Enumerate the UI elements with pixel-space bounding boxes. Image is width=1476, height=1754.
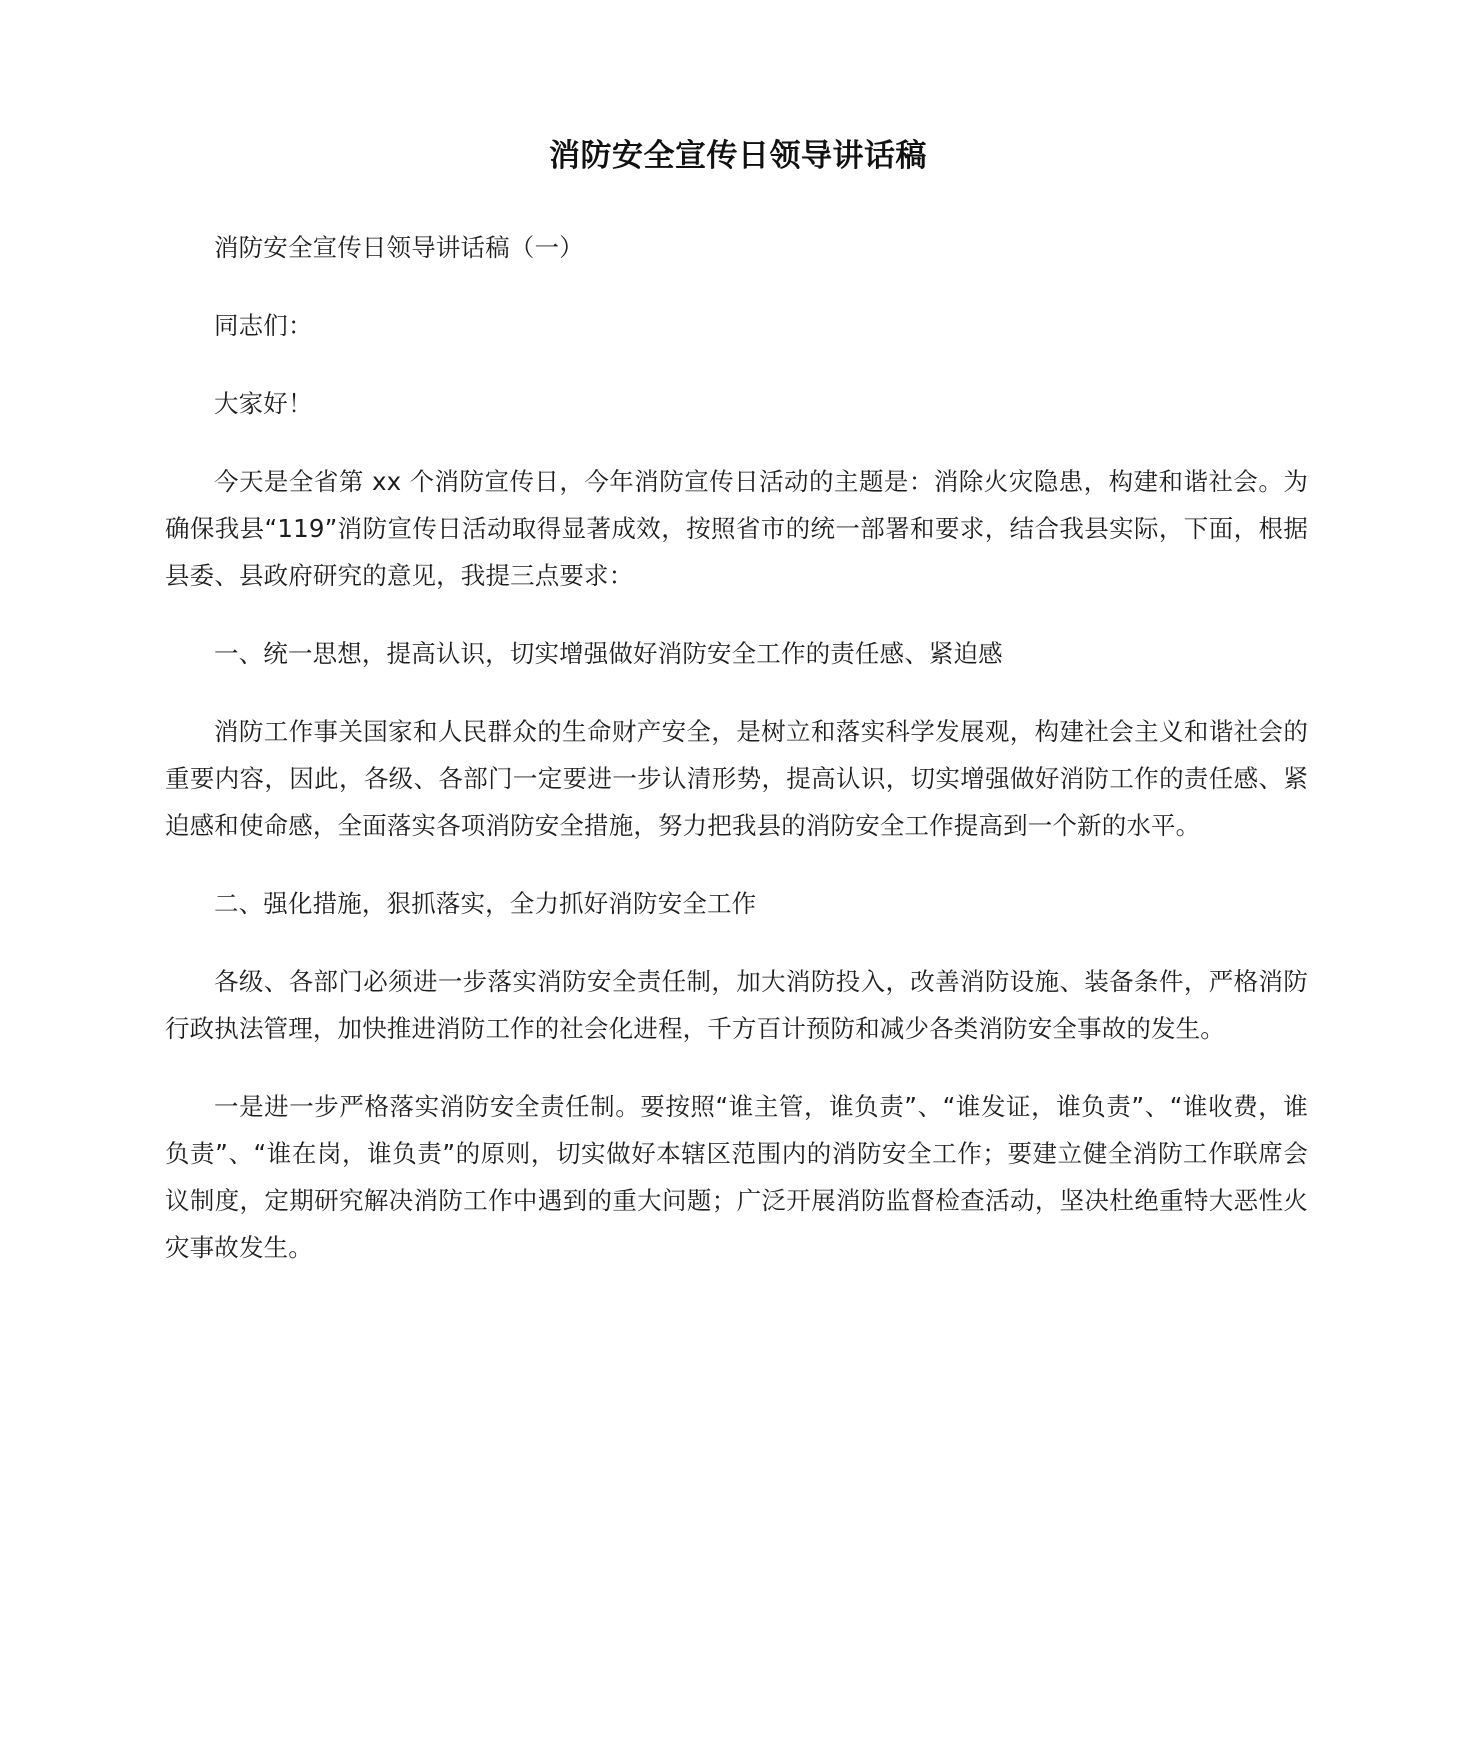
paragraph-section-two-item-one: 一是进一步严格落实消防安全责任制。要按照“谁主管，谁负责”、“谁发证，谁负责”、“谁收费，谁负责”、“谁在岗，谁负责”的原则，切实做好本辖区范围内的消防安全工作；要建立健全消防工作联席会议制度，定期研究解决消防工作中遇到的重大问题；广泛开展消防监督检查活动，坚决杜绝重特大恶性火灾事故发生。 bbox=[165, 1092, 1308, 1263]
paragraph-greeting: 大家好！ bbox=[214, 388, 313, 418]
paragraph-section-one-body: 消防工作事关国家和人民群众的生命财产安全，是树立和落实科学发展观，构建社会主义和谐社会的重要内容，因此，各级、各部门一定要进一步认清形势，提高认识，切实增强做好消防工作的责任感、紧迫感和使命感，全面落实各项消防安全措施，努力把我县的消防安全工作提高到一个新的水平。 bbox=[165, 717, 1308, 841]
heading-section-two: 二、强化措施，狠抓落实，全力抓好消防安全工作 bbox=[214, 889, 757, 919]
page-title: 消防安全宣传日领导讲话稿 bbox=[549, 138, 927, 174]
paragraph-section-two-body: 各级、各部门必须进一步落实消防安全责任制，加大消防投入，改善消防设施、装备条件，严格消防行政执法管理，加快推进消防工作的社会化进程，千方百计预防和减少各类消防安全事故的发生。 bbox=[165, 967, 1308, 1044]
heading-section-one: 一、统一思想，提高认识，切实增强做好消防安全工作的责任感、紧迫感 bbox=[214, 639, 1003, 669]
paragraph-salutation: 同志们： bbox=[214, 310, 313, 340]
paragraph-subtitle: 消防安全宣传日领导讲话稿（一） bbox=[214, 232, 584, 262]
paragraph-intro: 今天是全省第 xx 个消防宣传日，今年消防宣传日活动的主题是：消除火灾隐患，构建和谐社会。为确保我县“119”消防宣传日活动取得显著成效，按照省市的统一部署和要求，结合我县实际，下面，根据县委、县政府研究的意见，我提三点要求： bbox=[165, 466, 1308, 590]
document-body bbox=[0, 224, 1476, 1272]
